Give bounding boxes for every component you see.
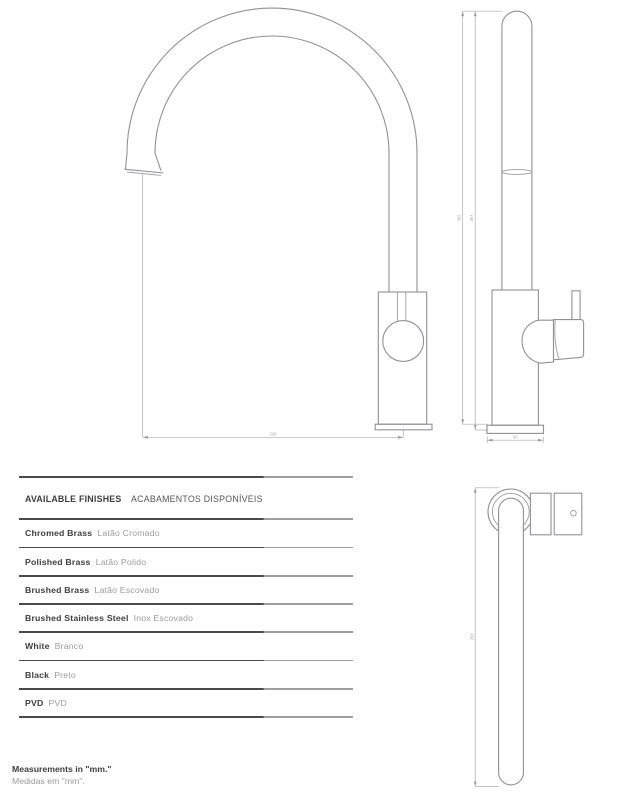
side-view-svg (440, 0, 619, 455)
base-flange-front (375, 424, 432, 430)
handle-top-outer-block (554, 493, 582, 535)
cartridge-circle (383, 321, 424, 362)
side-view-drawing (440, 0, 619, 455)
front-view-drawing (100, 0, 440, 450)
top-view-svg (455, 470, 619, 800)
table-header-pt: ACABAMENTOS DISPONÍVEIS (131, 494, 263, 505)
spout-inner-arch (155, 36, 389, 153)
base-dimension-label: 60 (512, 434, 518, 440)
finish-row-polished-brass: Polished Brass Latão Polido (19, 548, 353, 576)
table-header-en: AVAILABLE FINISHES (25, 494, 122, 505)
spout-outer-arch (127, 8, 417, 153)
handle-stem (572, 291, 580, 320)
faucet-body-front (378, 292, 426, 424)
finish-row-pvd: PVD PVD (19, 690, 353, 718)
measurements-note (12, 764, 112, 787)
finish-row-chromed-brass: Chromed Brass Latão Cromado (19, 520, 353, 548)
measurements-note-pt: Medidas em "mm". (12, 775, 85, 786)
reach-dimension-label: 228 (269, 431, 277, 437)
length-dimension-label: 263 (469, 633, 475, 641)
table-divider (19, 716, 353, 718)
table-header-row (19, 478, 353, 519)
measurements-note-en: Measurements in "mm." (12, 764, 112, 774)
height-dimension-label-inner: 367 (469, 214, 475, 222)
handle-lever (554, 320, 584, 360)
handle-top-inner-block (530, 493, 551, 535)
spout-top-capsule (499, 498, 524, 785)
finish-row-brushed-stainless-steel: Brushed Stainless Steel Inox Escovado (19, 605, 353, 633)
top-view-drawing (455, 470, 619, 800)
finishes-table (19, 476, 353, 718)
handle-joint-cap (522, 320, 554, 363)
spout-joint-ellipse (502, 170, 532, 175)
finish-row-white: White Branco (19, 633, 353, 661)
front-view-svg (100, 0, 440, 450)
height-dimension-label-outer: 362 (456, 214, 462, 222)
spout-column-side (502, 11, 532, 290)
finish-row-brushed-brass: Brushed Brass Latão Escovado (19, 577, 353, 605)
base-flange-side (487, 425, 544, 433)
finish-row-black: Black Preto (19, 661, 353, 689)
